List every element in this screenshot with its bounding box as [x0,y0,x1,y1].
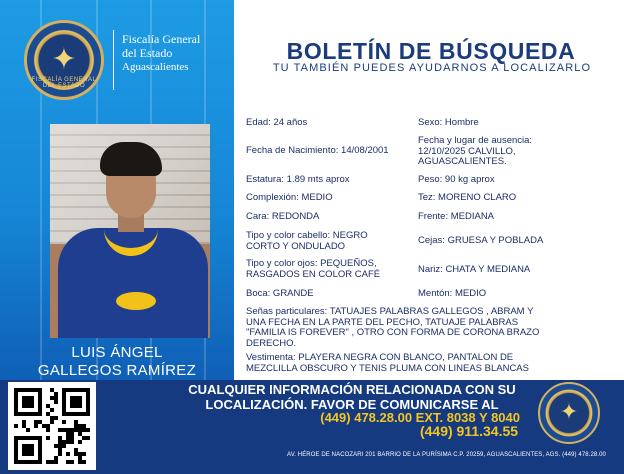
field-estatura: Estatura: 1.89 mts aprox [246,174,350,185]
field-cara: Cara: REDONDA [246,211,320,222]
field-cabello-line1: Tipo y color cabello: NEGRO [246,230,368,241]
field-frente: Frente: MEDIANA [418,211,495,222]
agency-name-line3: Aguascalientes [122,61,189,73]
field-nariz: Nariz: CHATA Y MEDIANA [418,264,531,275]
person-name-line2: GALLEGOS RAMÍREZ [37,362,197,379]
contact-message-line1: CUALQUIER INFORMACIÓN RELACIONADA CON SU [188,382,516,397]
field-boca: Boca: GRANDE [246,288,314,299]
agency-seal-logo-small [538,382,600,444]
bulletin-title: BOLETÍN DE BÚSQUEDA [286,38,576,64]
field-senas [246,307,539,349]
field-peso: Peso: 90 kg aprox [418,174,495,185]
qr-code-icon[interactable] [8,382,96,470]
field-senas-line3: "FAMILIA IS FOREVER" , OTRO CON FORMA DE CORONA BRAZO [246,327,540,338]
contact-message-line2: LOCALIZACIÓN. FAVOR DE COMUNICARSE AL [205,397,499,412]
eagle-seal-icon: ✦ [51,42,77,77]
field-sexo: Sexo: Hombre [418,117,479,128]
field-ausencia-line1: Fecha y lugar de ausencia: [418,135,533,146]
field-senas-line1: Señas particulares: TATUAJES PALABRAS GALLEGOS , ABRAM Y [246,306,534,317]
bulletin-subtitle: TU TAMBIÉN PUEDES AYUDARNOS A LOCALIZARLO [272,62,592,74]
agency-seal-logo [24,20,104,100]
phone-alt[interactable]: (449) 911.34.55 [419,423,519,439]
qr-code-pattern [14,388,90,464]
agency-name-line1: Fiscalía General [122,32,201,46]
field-menton: Mentón: MEDIO [418,288,487,299]
field-cabello-line2: CORTO Y ONDULADO [246,240,346,252]
field-ausencia-line2: 12/10/2025 CALVILLO, [418,145,516,157]
seal-ring-text: FISCALÍA GENERAL DEL ESTADO [31,77,97,89]
field-ausencia [418,136,532,168]
person-name [0,344,234,380]
field-senas-line4: DERECHO. [246,337,297,349]
field-cabello [246,231,368,252]
field-vestimenta-line2: MEZCLILLA OBSCURO Y TENIS PLUMA CON LINEAS BLANCAS [246,362,529,374]
field-ojos-line1: Tipo y color ojos: PEQUEÑOS, [246,258,377,269]
missing-person-photo [50,124,210,338]
field-ojos-line2: RASGADOS EN COLOR CAFÉ [246,268,381,280]
agency-name [122,32,200,74]
field-senas-line2: UNA FECHA EN LA PARTE DEL PECHO, TATUAJE PALABRAS [246,316,519,328]
contact-message [172,380,532,412]
field-cejas: Cejas: GRUESA Y POBLADA [418,235,544,246]
field-complexion: Complexión: MEDIO [246,192,333,203]
agency-name-line2: del Estado [122,46,173,60]
field-vestimenta [246,353,529,374]
field-edad: Edad: 24 años [246,117,308,128]
field-tez: Tez: MORENO CLARO [418,192,517,203]
phone-main[interactable]: (449) 478.28.00 EXT. 8038 Y 8040 [320,410,520,425]
field-nacimiento: Fecha de Nacimiento: 14/08/2001 [246,145,389,156]
agency-divider [113,30,114,90]
agency-address: AV. HÉROE DE NACOZARI 201 BARRIO DE LA PURÍSIMA C.P. 20259, AGUASCALIENTES, AGS. (449) 478.28.00 [287,452,606,458]
field-ausencia-line3: AGUASCALIENTES. [418,156,507,167]
field-vestimenta-line1: Vestimenta: PLAYERA NEGRA CON BLANCO, PANTALON DE [246,352,514,363]
person-name-line1: LUIS ÁNGEL [71,344,163,361]
eagle-seal-icon: ✦ [559,400,579,425]
field-ojos [246,259,380,280]
